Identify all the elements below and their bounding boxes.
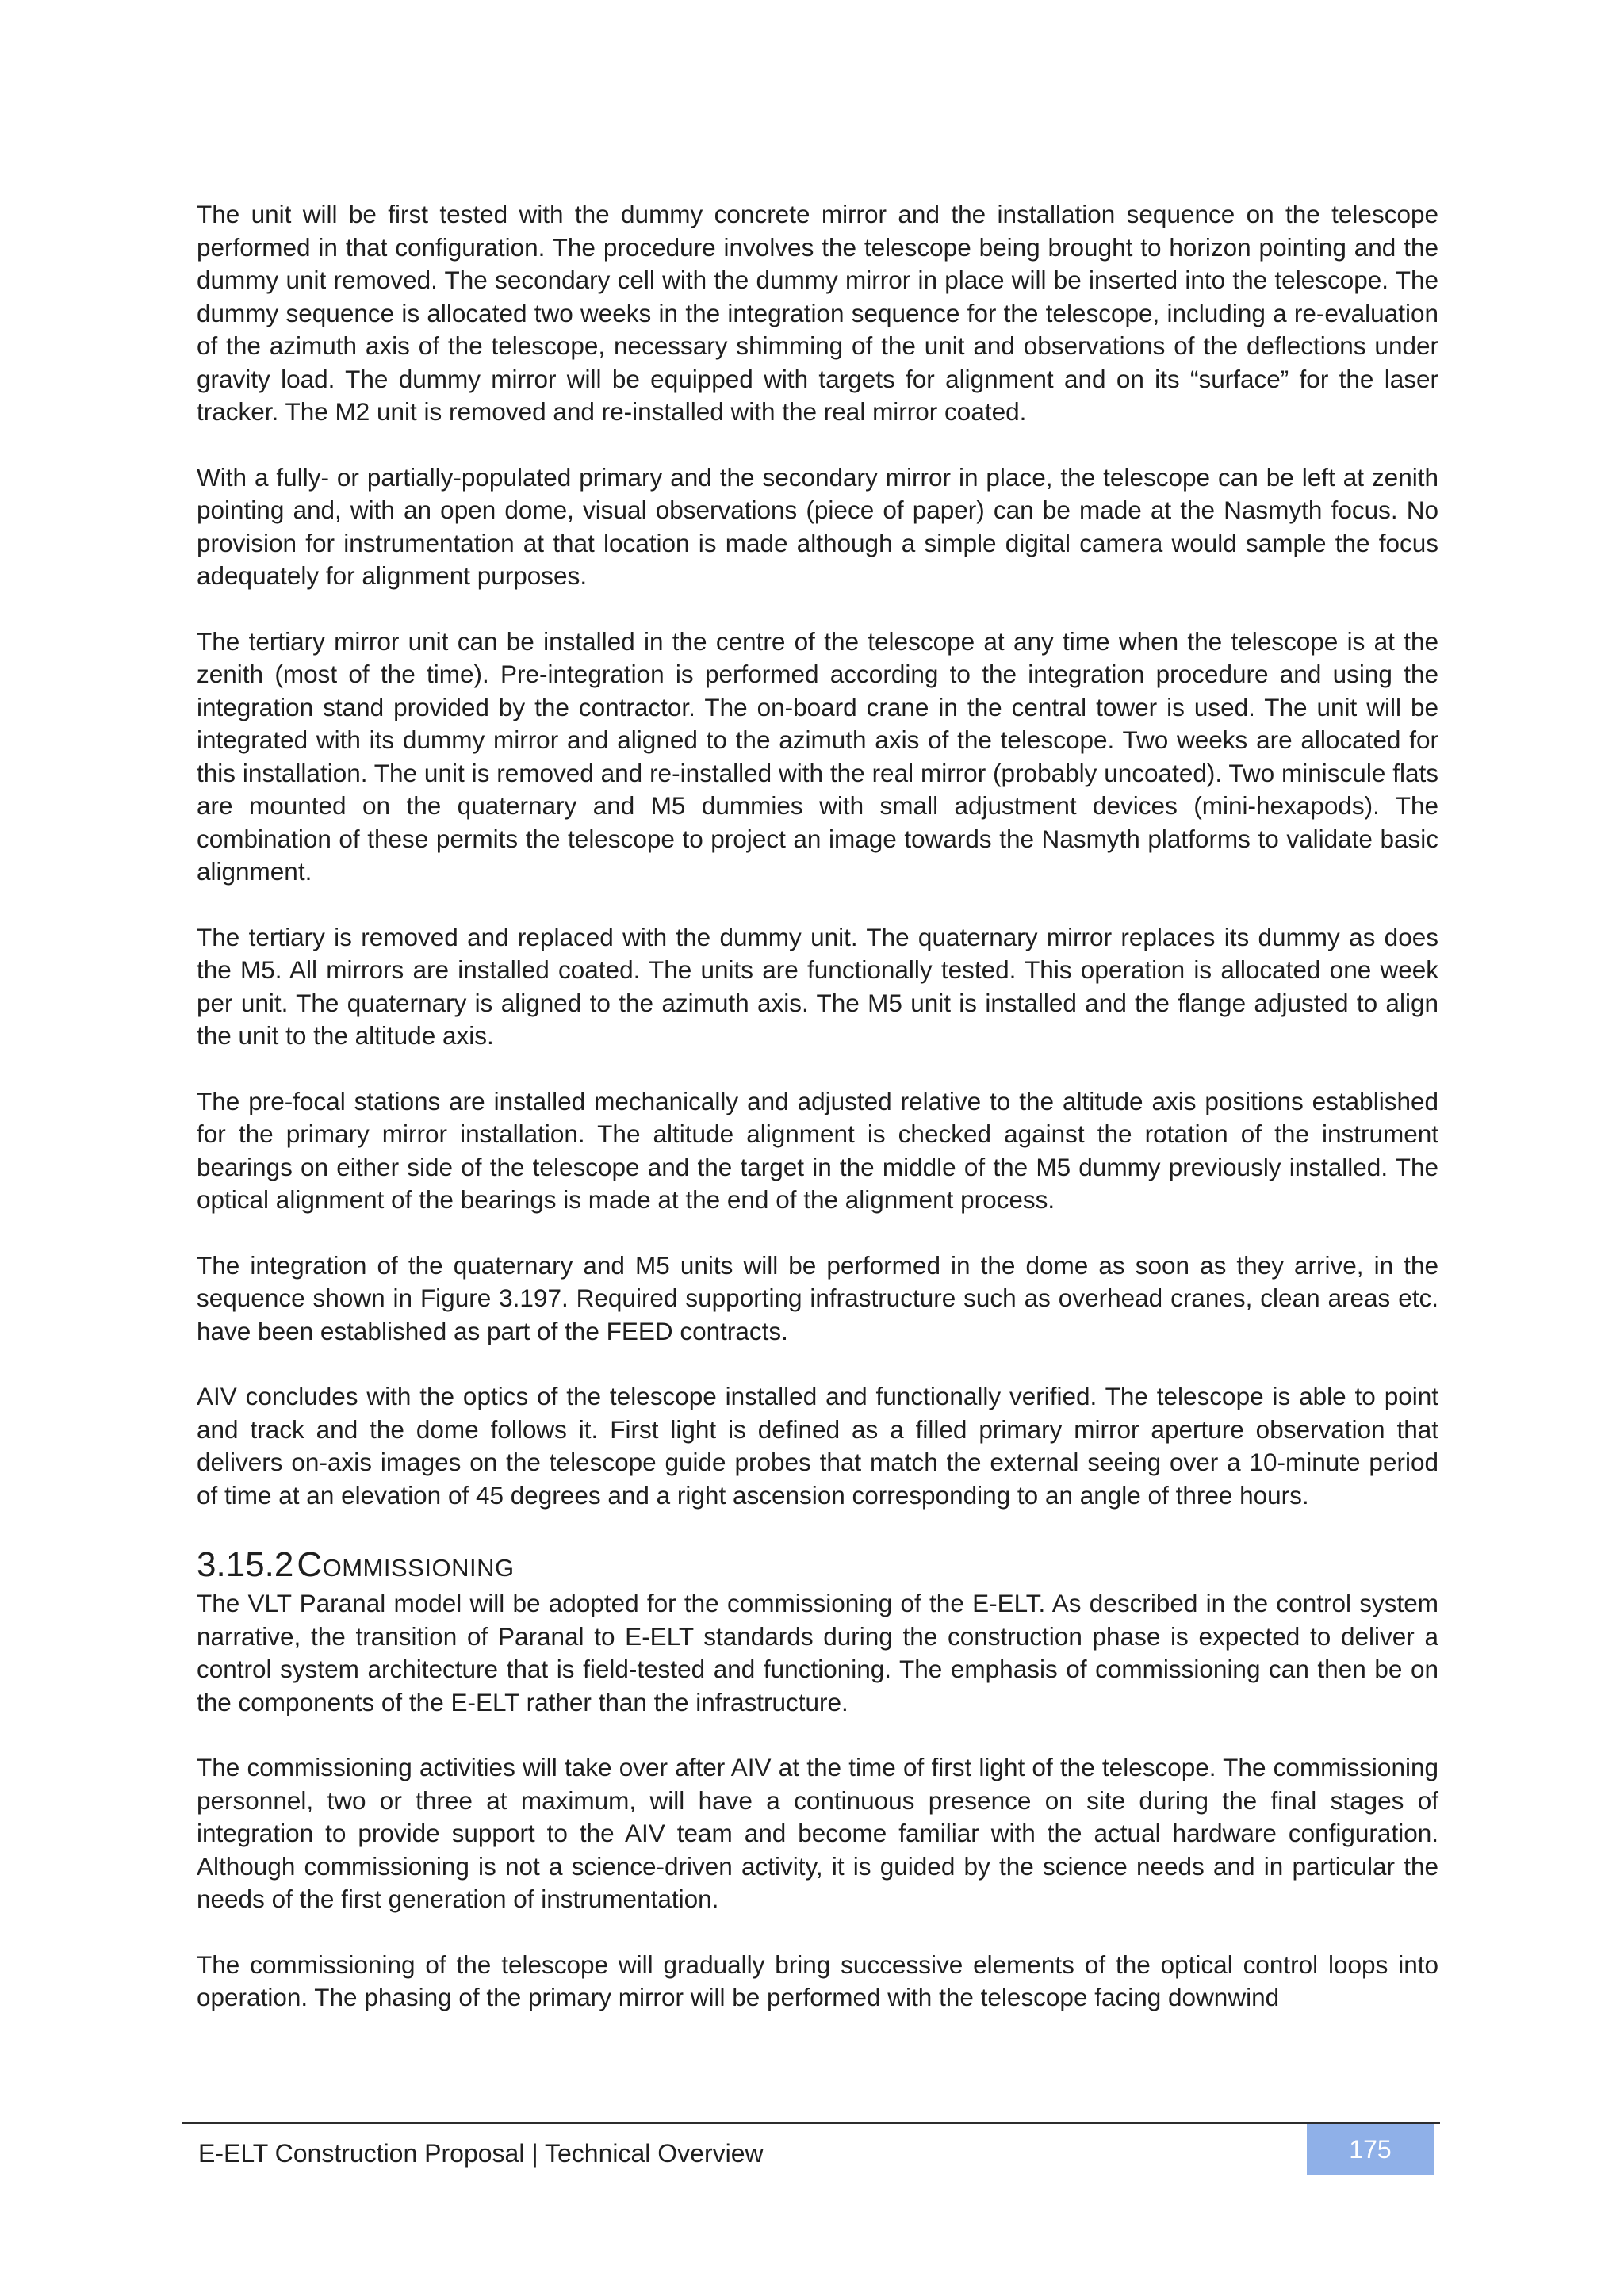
section-title: Commissioning [297,1545,515,1584]
paragraph-commissioning-activities: The commissioning activities will take over after AIV at the time of first light of the telescope. The commissioning personnel, two or three at maximum, will have a continuous presence on site during the final stages of integration to provide support to the AIV team and become familiar with the actual hardware configuration. Although commissioning is not a science-driven activity, it is guided by the science needs and in particular the needs of the first generation of instrumentation. [197,1753,1438,1913]
footer-divider [182,2122,1440,2124]
paragraph-vlt-paranal-model: The VLT Paranal model will be adopted for the commissioning of the E-ELT. As described in the control system narrative, the transition of Paranal to E-ELT standards during the construction phase is expected to deliver a control system architecture that is field-tested and functioning. The emphasis of commissioning can then be on the components of the E-ELT rather than the infrastructure. [197,1589,1438,1716]
footer-document-title: E-ELT Construction Proposal | Technical Overview [198,2139,764,2168]
page-body [197,198,1438,2047]
paragraph-m2-dummy-test: The unit will be first tested with the dummy concrete mirror and the installation sequence on the telescope performed in that configuration. The procedure involves the telescope being brought to horizon pointing and the dummy unit removed. The secondary cell with the dummy mirror in place will be inserted into the telescope. The dummy sequence is allocated two weeks in the integration sequence for the telescope, including a re-evaluation of the azimuth axis of the telescope, necessary shimming of the unit and observations of the deflections under gravity load. The dummy mirror will be equipped with targets for alignment and on its “surface” for the laser tracker. The M2 unit is removed and re-installed with the real mirror coated. [197,200,1438,426]
page-number-badge: 175 [1307,2124,1434,2175]
paragraph-tertiary-replacement: The tertiary is removed and replaced with the dummy unit. The quaternary mirror replaces its dummy as does the M5. All mirrors are installed coated. The units are functionally tested. This operation is allocated one week per unit. The quaternary is aligned to the azimuth axis. The M5 unit is installed and the flange adjusted to align the unit to the altitude axis. [197,922,1438,1050]
section-heading-commissioning [197,1544,1438,1586]
section-number: 3.15.2 [197,1545,294,1584]
paragraph-quaternary-m5-integration: The integration of the quaternary and M5 units will be performed in the dome as soon as they arrive, in the sequence shown in Figure 3.197. Required supporting infrastructure such as overhead cranes, clean areas etc. have been established as part of the FEED contracts. [197,1250,1438,1345]
paragraph-tertiary-installation: The tertiary mirror unit can be installed in the centre of the telescope at any time when the telescope is at the zenith (most of the time). Pre-integration is performed according to the integration procedure and using the integration stand provided by the contractor. The on-board crane in the central tower is used. The unit will be integrated with its dummy mirror and aligned to the azimuth axis of the telescope. Two weeks are allocated for this installation. The unit is removed and re-installed with the real mirror (probably uncoated). Two miniscule flats are mounted on the quaternary and M5 dummies with small adjustment devices (mini-hexapods). The combination of these permits the telescope to project an image towards the Nasmyth platforms to validate basic alignment. [197,626,1438,886]
paragraph-aiv-conclusion: AIV concludes with the optics of the telescope installed and functionally verified. The telescope is able to point and track and the dome follows it. First light is defined as a filled primary mirror aperture observation that delivers on-axis images on the telescope guide probes that match the external seeing over a 10-minute period of time at an elevation of 45 degrees and a right ascension corresponding to an angle of three hours. [197,1382,1438,1510]
paragraph-prefocal-stations: The pre-focal stations are installed mechanically and adjusted relative to the altitude axis positions established for the primary mirror installation. The altitude alignment is checked against the rotation of the instrument bearings on either side of the telescope and the target in the middle of the M5 dummy previously installed. The optical alignment of the bearings is made at the end of the alignment process. [197,1086,1438,1214]
paragraph-optical-control-loops: The commissioning of the telescope will gradually bring successive elements of the optical control loops into operation. The phasing of the primary mirror will be performed with the telescope facing downwind [197,1950,1438,2011]
paragraph-zenith-pointing: With a fully- or partially-populated primary and the secondary mirror in place, the telescope can be left at zenith pointing and, with an open dome, visual observations (piece of paper) can be made at the Nasmyth focus. No provision for instrumentation at that location is made although a simple digital camera would sample the focus adequately for alignment purposes. [197,462,1438,590]
